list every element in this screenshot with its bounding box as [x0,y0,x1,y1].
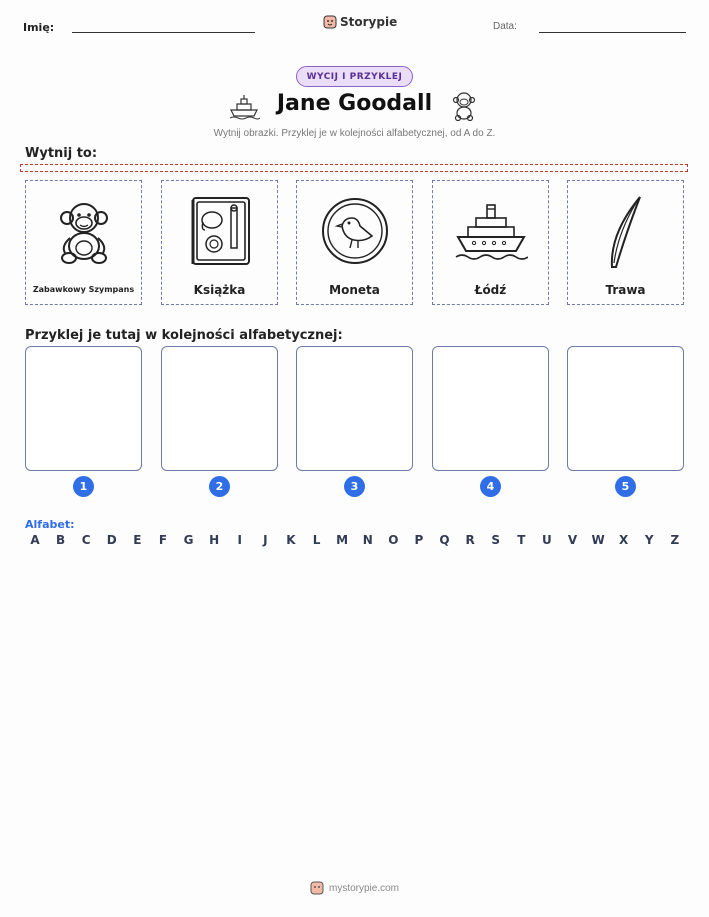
toy-chimp-icon [451,91,477,121]
slot-number-4: 4 [480,476,501,497]
toy-chimp-icon [49,196,119,266]
alphabet-letter: Y [644,533,654,547]
storypie-mascot-icon [323,14,337,30]
name-line[interactable] [72,32,255,33]
paste-slot-3[interactable] [296,346,413,471]
alphabet-letter: H [209,533,220,547]
card-label: Trawa [605,283,646,297]
cut-card-boat[interactable] [432,180,549,305]
card-label: Moneta [329,283,380,297]
paste-slot-4[interactable] [432,346,549,471]
alphabet-letter: X [619,533,629,547]
alphabet-row [25,533,685,547]
alphabet-letter: N [362,533,373,547]
footer [0,880,709,896]
alphabet-letter: Q [439,533,450,547]
alphabet-letter: L [312,533,321,547]
brand-name: Storypie [340,15,398,29]
alphabet-letter: F [158,533,168,547]
boat-icon [454,199,528,263]
coin-icon [320,196,390,266]
slot-number-2: 2 [209,476,230,497]
cut-heading: Wytnij to: [25,146,98,161]
slot-number-3: 3 [344,476,365,497]
card-label: Łódź [474,283,507,297]
footer-site[interactable]: mystorypie.com [328,882,399,894]
paste-slot-2[interactable] [161,346,278,471]
alphabet-letter: V [567,533,578,547]
card-label: Książka [193,283,246,297]
date-label: Data: [493,21,517,32]
paste-slot-1[interactable] [25,346,142,471]
card-label: Zabawkowy Szympans [32,285,135,294]
alphabet-letter: A [30,533,40,547]
book-icon [185,194,255,268]
alphabet-letter: S [491,533,501,547]
alphabet-letter: P [414,533,424,547]
brand-logo [323,14,397,30]
slot-number-1: 1 [73,476,94,497]
activity-badge: WYCIJ I PRZYKLEJ [296,66,413,87]
alphabet-letter: E [133,533,142,547]
page-title: Jane Goodall [276,91,433,116]
storypie-mascot-icon [310,880,324,896]
paste-heading: Przyklej je tutaj w kolejności alfabetycznej: [25,328,343,343]
cut-card-coin[interactable] [296,180,413,305]
alphabet-letter: C [81,533,91,547]
cut-card-grass[interactable] [567,180,684,305]
name-label: Imię: [23,21,55,34]
alphabet-letter: G [183,533,194,547]
alphabet-letter: Z [670,533,680,547]
alphabet-letter: O [388,533,399,547]
alphabet-letter: I [237,533,242,547]
alphabet-letter: B [56,533,66,547]
cut-line [20,164,688,172]
alphabet-letter: J [263,533,268,547]
alphabet-letter: W [591,533,605,547]
alphabet-letter: K [286,533,296,547]
instructions: Wytnij obrazki. Przyklej je w kolejności alfabetycznej, od A do Z. [213,128,496,139]
alphabet-letter: R [465,533,475,547]
alphabet-title: Alfabet: [25,518,75,531]
slot-number-5: 5 [615,476,636,497]
alphabet-letter: D [106,533,117,547]
grass-icon [596,193,656,269]
alphabet-letter: U [542,533,552,547]
date-line[interactable] [539,32,686,33]
cut-card-book[interactable] [161,180,278,305]
paste-slot-5[interactable] [567,346,684,471]
cut-card-chimp[interactable] [25,180,142,305]
alphabet-letter: T [517,533,526,547]
alphabet-letter: M [336,533,349,547]
